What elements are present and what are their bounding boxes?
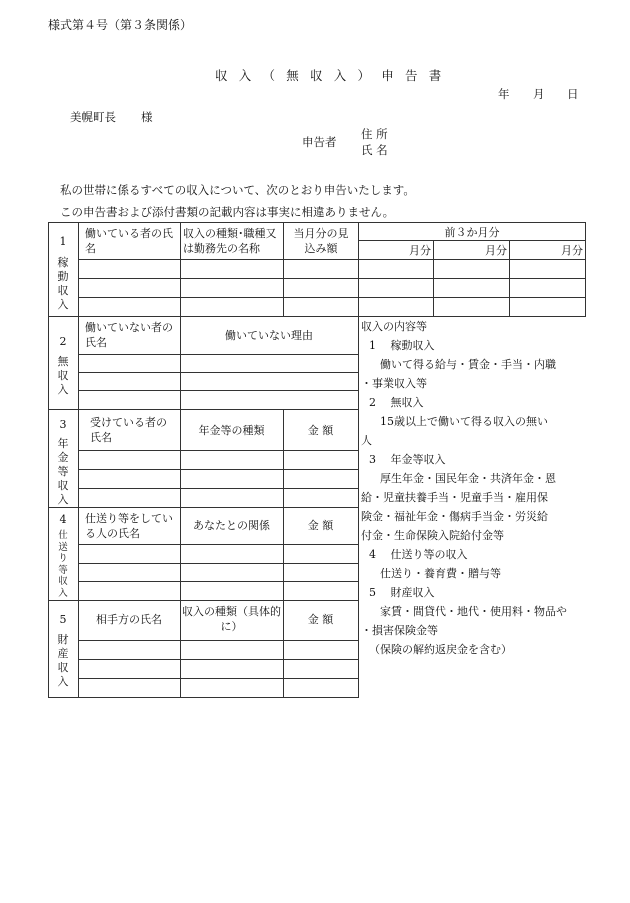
note-line: 厚生年金・国民年金・共済年金・恩 [369, 472, 556, 485]
income-notes-heading: 収入の内容等 [361, 320, 427, 333]
section-1-label: 稼動収入 [57, 256, 69, 311]
s1-col-name-header: 働いている者の氏名 [85, 227, 173, 255]
s1-col-prev-header: 前３か月分 [444, 226, 500, 239]
section-5-label: 財産収入 [57, 633, 69, 688]
s2-col-name-header: 働いていない者の氏名 [85, 321, 173, 349]
statement-1: 私の世帯に係るすべての収入について、次のとおり申告いたします。 [60, 183, 415, 197]
note-line: 給・児童扶養手当・児童手当・雇用保 [361, 491, 548, 504]
addressee: 美幌町長 [70, 110, 116, 124]
s4-col-amount-header: 金 額 [307, 519, 334, 532]
s5-col-type-header: 収入の種類（具体的に） [182, 605, 281, 633]
s1-col-type-header: 収入の種類･職種又は勤務先の名称 [183, 227, 277, 255]
s3-col-name-header: 受けている者の氏名 [90, 416, 167, 444]
date-year-label: 年 [498, 87, 510, 101]
note-line: 働いて得る給与・賃金・手当・内職 [369, 358, 556, 371]
form-number: 様式第４号（第３条関係） [48, 18, 193, 32]
address-label: 住 所 [361, 127, 388, 141]
note-line: 付金・生命保険入院給付金等 [361, 529, 504, 542]
s4-col-relation-header: あなたとの関係 [193, 519, 270, 532]
note-line: （保険の解約返戻金を含む） [369, 643, 512, 656]
date-month-label: 月 [533, 87, 545, 101]
page-title: 収入（無収入）申告書 [215, 68, 453, 83]
section-1-number: 1 [59, 235, 67, 248]
note-line: 5 財産収入 [369, 586, 435, 599]
section-2-label: 無収入 [57, 355, 69, 396]
s1-month-3-label: 月分 [561, 244, 583, 257]
note-line: 4 仕送り等の収入 [369, 548, 468, 561]
note-line: 人 [361, 434, 372, 447]
section-4-label: 仕送り等収入 [58, 530, 68, 599]
s1-month-2-label: 月分 [485, 244, 507, 257]
statement-2: この申告書および添付書類の記載内容は事実に相違ありません。 [60, 205, 395, 219]
note-line: 3 年金等収入 [369, 453, 446, 466]
declarant-label: 申告者 [302, 135, 337, 149]
note-line: 1 稼動収入 [369, 339, 435, 352]
s5-col-amount-header: 金 額 [307, 613, 334, 626]
section-3-number: 3 [59, 418, 67, 431]
note-line: 15歳以上で働いて得る収入の無い [369, 415, 548, 428]
note-line: 険金・福祉年金・傷病手当金・労災給 [361, 510, 548, 523]
name-label: 氏 名 [361, 143, 388, 157]
note-line: ・損害保険金等 [361, 624, 438, 637]
date-day-label: 日 [567, 87, 579, 101]
section-2-number: 2 [59, 335, 67, 348]
s2-col-reason-header: 働いていない理由 [225, 329, 313, 342]
s5-col-name-header: 相手方の氏名 [96, 613, 162, 626]
s3-col-amount-header: 金 額 [307, 424, 334, 437]
note-line: ・事業収入等 [361, 377, 427, 390]
note-line: 2 無収入 [369, 396, 424, 409]
addressee-honorific: 様 [141, 110, 153, 124]
note-line: 家賃・間貸代・地代・使用料・物品や [369, 605, 567, 618]
s3-col-type-header: 年金等の種類 [198, 424, 265, 437]
s1-month-1-label: 月分 [409, 244, 431, 257]
section-3-label: 年金等収入 [57, 437, 69, 506]
section-5-number: 5 [59, 613, 67, 626]
note-line: 仕送り・養育費・贈与等 [369, 567, 501, 580]
section-4-number: 4 [59, 513, 67, 526]
s4-col-name-header: 仕送り等をしている人の氏名 [85, 512, 173, 540]
s1-col-expected-header: 当月分の見込み額 [293, 227, 349, 255]
